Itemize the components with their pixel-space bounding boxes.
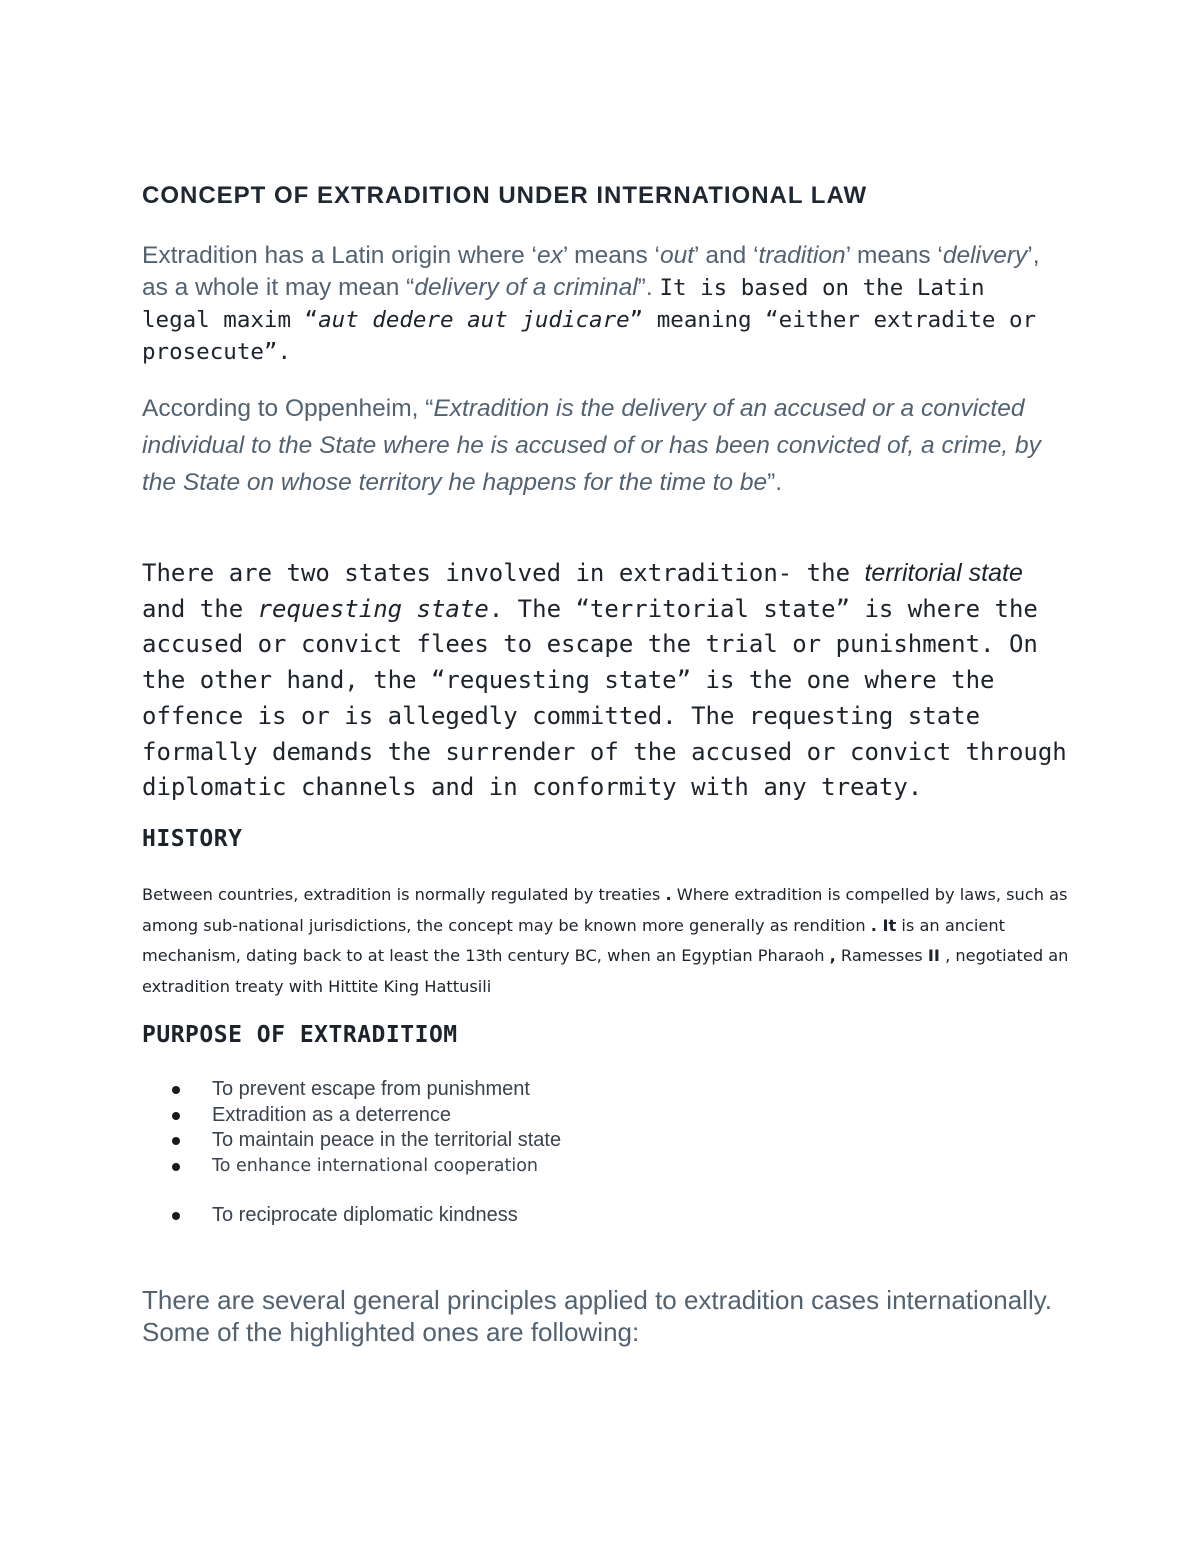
intro-text: ’, as a whole it may mean “	[142, 242, 1040, 301]
intro-term-delivery: delivery	[942, 242, 1028, 269]
list-item-text: To enhance international cooperation	[212, 1155, 539, 1176]
oppenheim-end: ”.	[767, 469, 783, 496]
oppenheim-lead: According to Oppenheim, “	[142, 395, 434, 422]
intro-text: ’ means ‘	[562, 242, 660, 269]
states-text: and the	[142, 594, 258, 623]
list-item	[172, 1077, 561, 1103]
history-heading: HISTORY	[142, 826, 243, 852]
list-item-text: Extradition as a deterrence	[212, 1103, 452, 1126]
states-paragraph	[142, 556, 1072, 806]
states-text: There are two states involved in extradition- the	[142, 559, 865, 587]
intro-term-out: out	[659, 242, 695, 269]
history-text: , negotiated an extradition treaty with Hittite King Hattusili	[142, 946, 1069, 996]
list-item	[172, 1128, 561, 1154]
maxim-text: ” meaning “either extradite or prosecute”.	[142, 307, 1037, 365]
bullet-icon	[172, 1112, 180, 1120]
history-text: Between countries, extradition is normally regulated by treaties	[142, 885, 666, 904]
maxim-text: It is based on the Latin legal maxim “	[142, 275, 985, 333]
intro-text: ”.	[637, 274, 660, 301]
bullet-icon	[172, 1163, 180, 1171]
intro-text: Extradition has a Latin origin where ‘	[142, 242, 537, 269]
list-item-text: To reciprocate diplomatic kindness	[212, 1204, 518, 1226]
list-item-text: To maintain peace in the territorial state	[212, 1129, 562, 1151]
history-bold: . It	[870, 915, 897, 935]
states-text: . The “territorial state” is where the accused or convict flees to escape the trial or punishment. On the other hand, the “requesting state” is the one where the offence is or is allegedly committed. The requesting state formally demands the surrender of the accused or convict through diplomatic channels and in conformity with any treaty.	[142, 594, 1067, 802]
history-bold: ,	[829, 946, 836, 965]
history-paragraph	[142, 880, 1077, 1002]
intro-term-ex: ex	[536, 242, 563, 269]
principles-paragraph: There are several general principles applied to extradition cases internationally. Some of the highlighted ones are following:	[142, 1285, 1053, 1347]
intro-paragraph	[142, 240, 1062, 368]
bullet-icon	[172, 1212, 180, 1220]
history-text: Ramesses	[835, 946, 928, 965]
list-item	[172, 1103, 561, 1129]
history-text: is an ancient mechanism, dating back to at least the 13th century BC, when an Egyptian Pharaoh	[142, 915, 1005, 965]
list-item	[172, 1203, 561, 1229]
oppenheim-quote: Extradition is the delivery of an accused or a convicted individual to the State where he is accused of or has been convicted of, a crime, by the State on whose territory he happens for the time to be	[142, 395, 1041, 496]
history-bold: II	[927, 946, 940, 965]
bullet-icon	[172, 1137, 180, 1145]
list-item-text: To prevent escape from punishment	[212, 1078, 530, 1100]
requesting-state-term: requesting state	[257, 594, 489, 623]
history-text: Where extradition is compelled by laws, such as among sub-national jurisdictions, the concept may be known more generally as rendition	[142, 885, 1068, 935]
intro-text: ’ and ‘	[694, 242, 759, 269]
territorial-state-term: territorial state	[864, 559, 1023, 587]
purpose-heading: PURPOSE OF EXTRADITIOM	[142, 1022, 458, 1048]
purpose-list	[172, 1077, 561, 1229]
intro-term-delivery-of-criminal: delivery of a criminal	[414, 274, 638, 301]
list-item	[172, 1154, 561, 1180]
oppenheim-quote-paragraph	[142, 390, 1062, 501]
maxim-phrase: aut dedere aut judicare	[318, 307, 630, 333]
bullet-icon	[172, 1086, 180, 1094]
intro-text: ’ means ‘	[845, 242, 943, 269]
history-bold: .	[665, 885, 672, 904]
document-title: CONCEPT OF EXTRADITION UNDER INTERNATIONAL LAW	[142, 182, 868, 209]
intro-term-tradition: tradition	[758, 242, 846, 269]
